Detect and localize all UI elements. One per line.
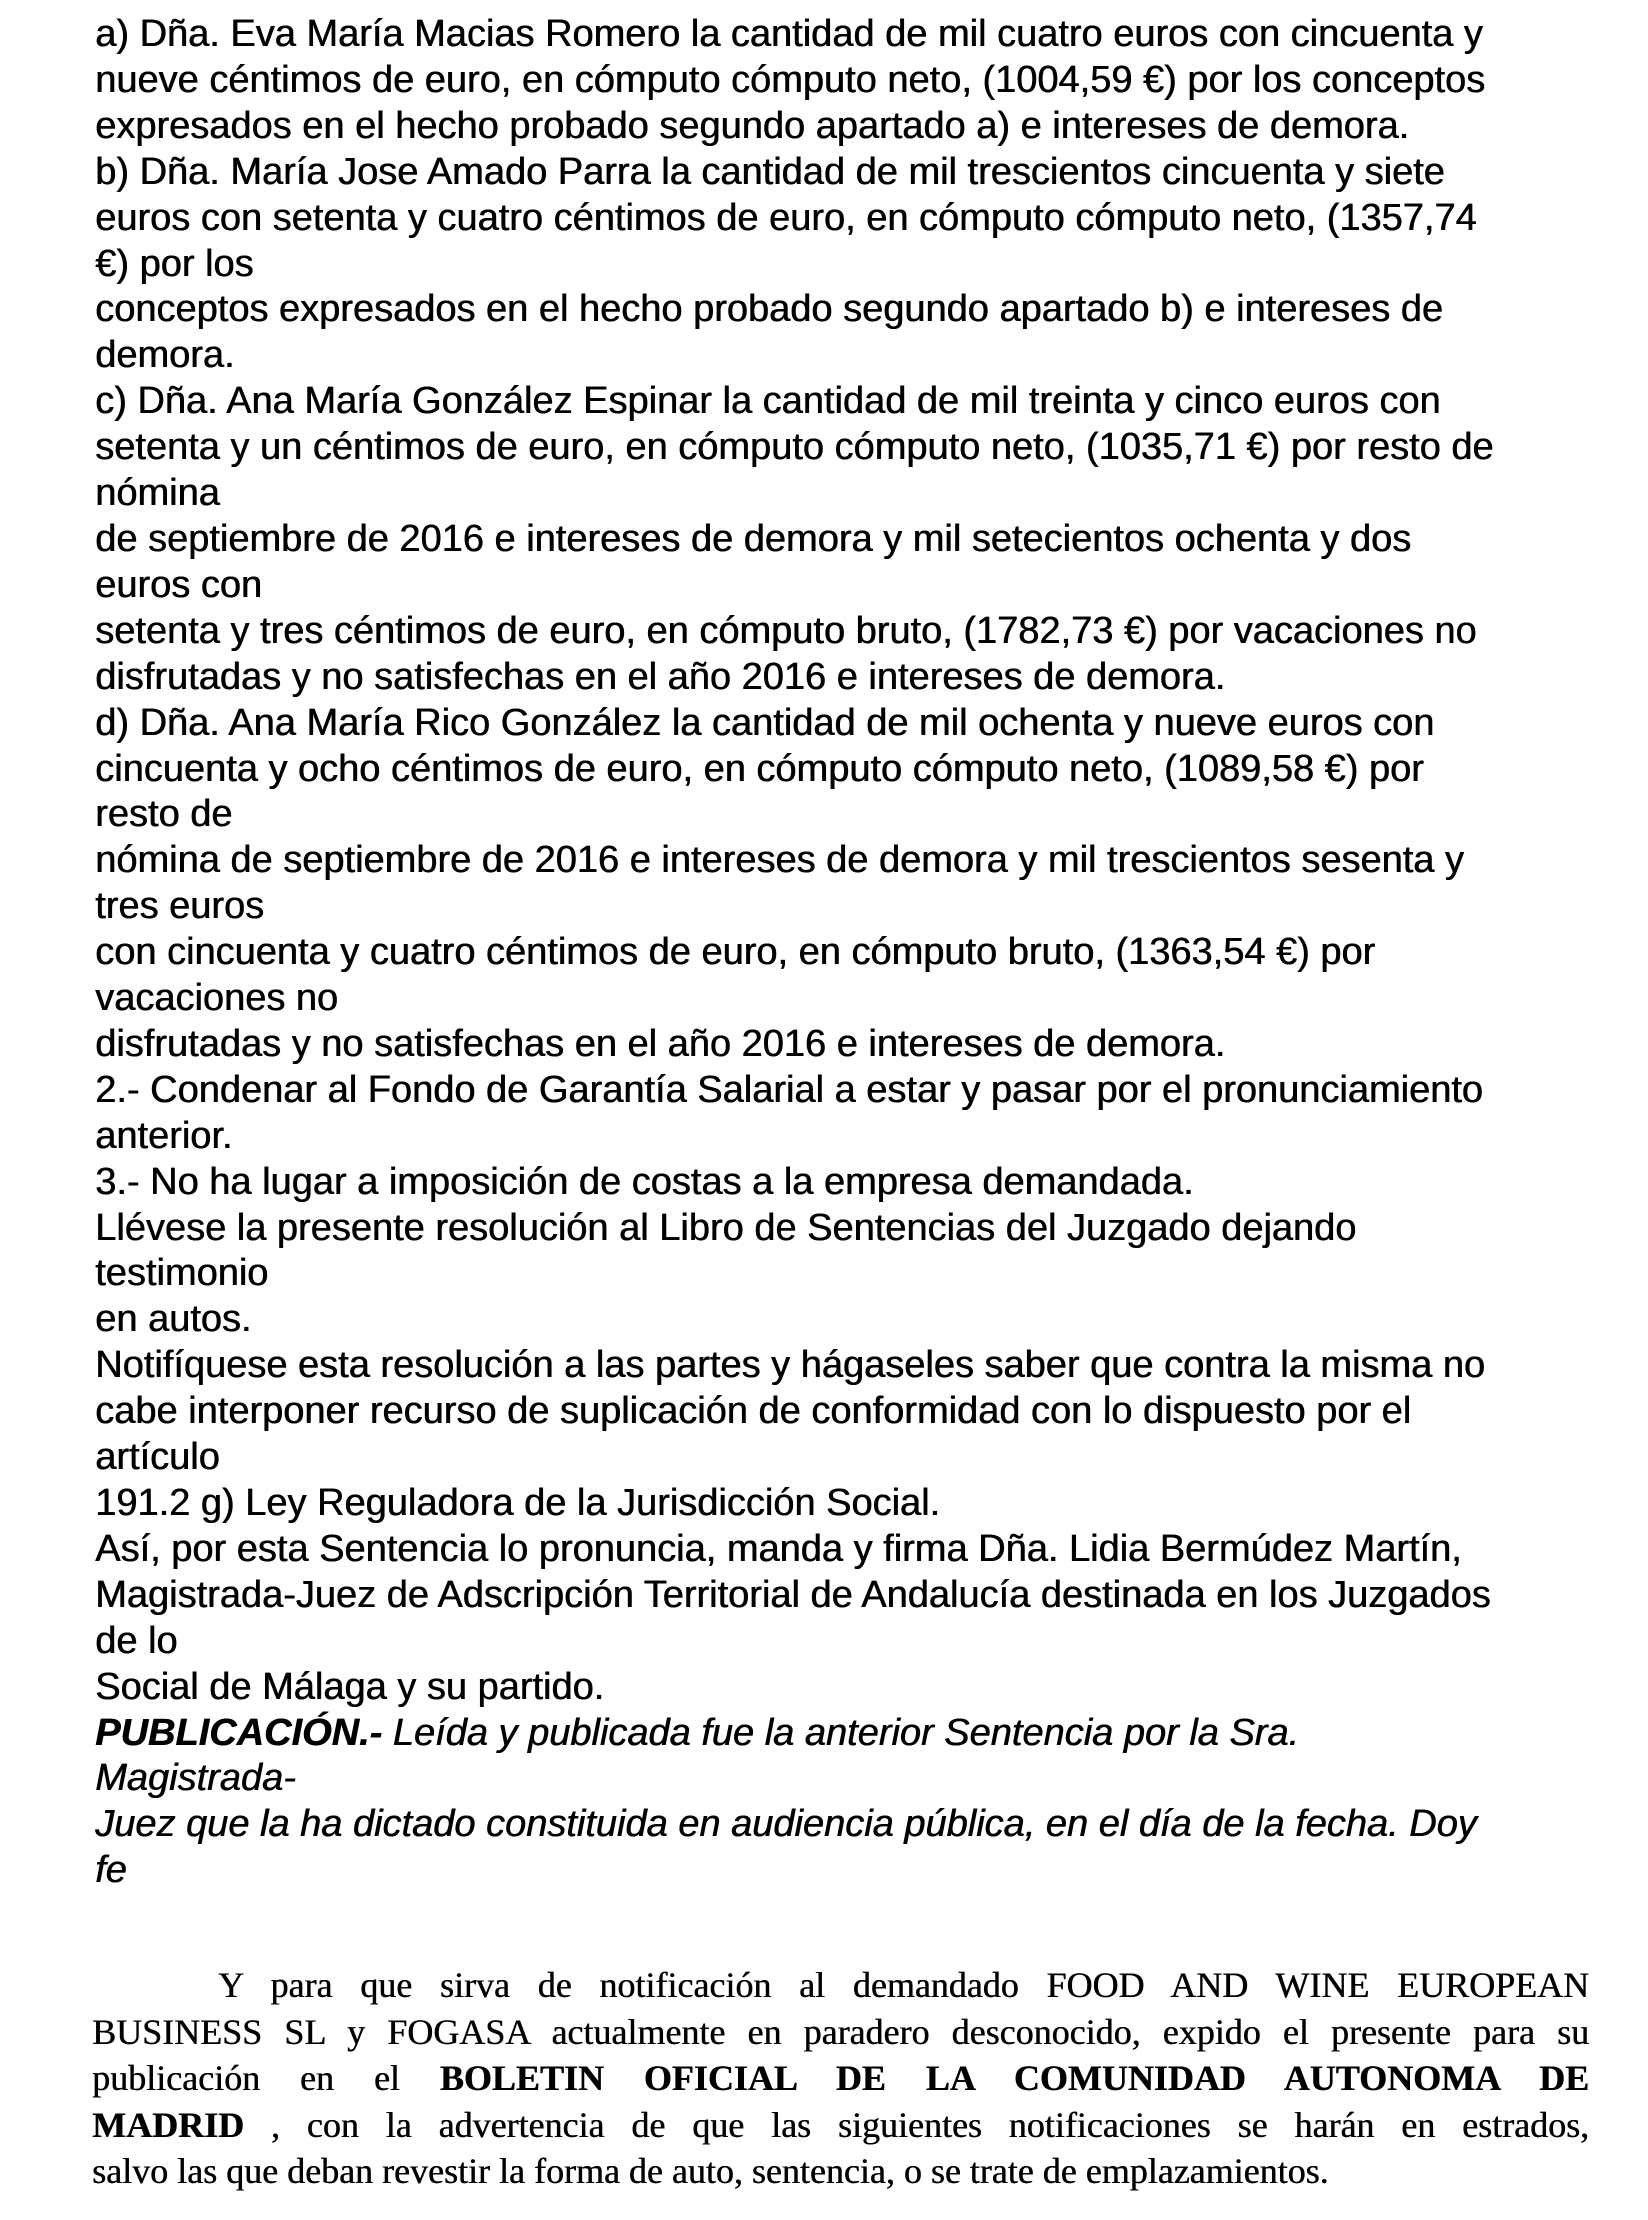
text-segment: Así, por esta Sentencia lo pronuncia, manda y firma Dña. Lidia Bermúdez Martín, — [95, 1527, 1462, 1570]
text-segment: 3.- No ha lugar a imposición de costas a la empresa demandada. — [95, 1160, 1194, 1203]
text-line — [95, 1711, 1595, 1757]
text-line — [95, 1251, 1595, 1297]
text-segment: de septiembre de 2016 e intereses de demora y mil setecientos ochenta y dos — [95, 517, 1411, 560]
text-line — [95, 12, 1595, 58]
text-segment: nueve céntimos de euro, en cómputo cómputo neto, (1004,59 €) por los conceptos — [95, 58, 1485, 101]
text-line — [95, 1206, 1595, 1252]
text-line — [92, 1962, 1589, 2009]
text-line — [95, 1573, 1595, 1619]
text-segment: setenta y un céntimos de euro, en cómputo cómputo neto, (1035,71 €) por resto de — [95, 426, 1494, 469]
text-line — [95, 517, 1595, 563]
text-line — [95, 1756, 1595, 1802]
text-line — [95, 1619, 1595, 1665]
text-segment: a) Dña. Eva María Macias Romero la cantidad de mil cuatro euros con cincuenta y — [95, 13, 1483, 55]
text-line — [95, 701, 1595, 747]
text-line — [92, 2055, 1589, 2102]
text-line — [95, 563, 1595, 609]
text-line — [95, 1802, 1595, 1848]
text-segment: 191.2 g) Ley Reguladora de la Jurisdicción Social. — [95, 1482, 940, 1524]
text-segment: cincuenta y ocho céntimos de euro, en cómputo cómputo neto, (1089,58 €) por — [95, 747, 1424, 790]
text-segment: nómina — [95, 472, 220, 515]
text-segment: disfrutadas y no satisfechas en el año 2016 e intereses de demora. — [95, 1022, 1226, 1065]
text-segment: artículo — [95, 1436, 220, 1479]
text-line — [95, 379, 1595, 425]
text-segment: BUSINESS SL y FOGASA actualmente en paradero desconocido, expido el presente para su — [92, 2011, 1589, 2052]
text-line — [95, 609, 1595, 655]
text-line — [95, 1022, 1595, 1068]
text-segment: €) por los — [95, 242, 254, 285]
text-line — [95, 1068, 1595, 1114]
text-segment: anterior. — [95, 1114, 233, 1157]
text-line — [95, 1665, 1595, 1711]
text-line — [95, 150, 1595, 196]
text-segment: c) Dña. Ana María González Espinar la cantidad de mil treinta y cinco euros con — [95, 380, 1441, 423]
text-segment: Juez que la ha dictado constituida en audiencia pública, en el día de la fecha. Doy — [95, 1803, 1477, 1846]
text-segment: demora. — [95, 334, 235, 377]
text-line — [95, 838, 1595, 884]
text-segment: fe — [95, 1849, 127, 1892]
text-segment: Magistrada- — [95, 1757, 296, 1800]
text-line — [95, 58, 1595, 104]
text-segment: PUBLICACIÓN.- — [95, 1711, 393, 1754]
text-line — [95, 1343, 1595, 1389]
text-segment: cabe interponer recurso de suplicación de conformidad con lo dispuesto por el — [95, 1390, 1412, 1433]
text-segment: MADRID — [92, 2104, 271, 2145]
notification-footer-paragraph — [92, 1962, 1589, 2195]
text-segment: salvo las que deban revestir la forma de auto, sentencia, o se trate de emplazamientos. — [92, 2151, 1329, 2191]
judgment-body-text — [95, 12, 1595, 1894]
text-segment: Social de Málaga y su partido. — [95, 1665, 605, 1708]
text-segment: nómina de septiembre de 2016 e intereses de demora y mil trescientos sesenta y — [95, 839, 1464, 882]
text-segment: disfrutadas y no satisfechas en el año 2016 e intereses de demora. — [95, 655, 1226, 698]
text-segment: Leída y publicada fue la anterior Sentencia por la Sra. — [392, 1711, 1299, 1754]
text-line — [95, 1297, 1595, 1343]
text-segment: BOLETIN OFICIAL DE LA COMUNIDAD AUTONOMA DE — [439, 2058, 1589, 2098]
text-line — [95, 747, 1595, 793]
text-segment: Magistrada-Juez de Adscripción Territorial de Andalucía destinada en los Juzgados — [95, 1573, 1491, 1616]
text-segment: Notifíquese esta resolución a las partes y hágaseles saber que contra la misma no — [95, 1344, 1485, 1387]
text-line — [95, 884, 1595, 930]
text-segment: Llévese la presente resolución al Libro de Sentencias del Juzgado dejando — [95, 1206, 1357, 1249]
text-line — [95, 471, 1595, 517]
text-segment: en autos. — [95, 1298, 252, 1341]
text-line — [95, 655, 1595, 701]
text-segment: testimonio — [95, 1252, 269, 1295]
text-line — [92, 2102, 1589, 2149]
text-line — [95, 1160, 1595, 1206]
text-segment: b) Dña. María Jose Amado Parra la cantidad de mil trescientos cincuenta y siete — [95, 150, 1445, 193]
text-line — [95, 287, 1595, 333]
text-line — [92, 2148, 1589, 2195]
text-segment: Y para que sirva de notificación al demandado FOOD AND WINE EUROPEAN — [218, 1965, 1589, 2005]
text-segment: 2.- Condenar al Fondo de Garantía Salarial a estar y pasar por el pronunciamiento — [95, 1068, 1483, 1111]
text-line — [95, 1435, 1595, 1481]
text-segment: vacaciones no — [95, 977, 338, 1020]
text-line — [95, 1114, 1595, 1160]
text-segment: con cincuenta y cuatro céntimos de euro, en cómputo bruto, (1363,54 €) por — [95, 931, 1376, 974]
text-line — [95, 792, 1595, 838]
text-line — [95, 1481, 1595, 1527]
text-line — [95, 242, 1595, 288]
text-line — [95, 104, 1595, 150]
text-segment: euros con — [95, 563, 262, 606]
text-segment: resto de — [95, 793, 233, 836]
text-line — [95, 425, 1595, 471]
text-line — [95, 930, 1595, 976]
text-line — [92, 2009, 1589, 2056]
text-line — [95, 976, 1595, 1022]
text-line — [95, 1848, 1595, 1894]
text-segment: tres euros — [95, 885, 264, 928]
text-line — [95, 1527, 1595, 1573]
text-segment: expresados en el hecho probado segundo apartado a) e intereses de demora. — [95, 104, 1410, 147]
text-line — [95, 196, 1595, 242]
text-segment: de lo — [95, 1619, 178, 1662]
text-segment: euros con setenta y cuatro céntimos de euro, en cómputo cómputo neto, (1357,74 — [95, 196, 1477, 239]
text-segment: setenta y tres céntimos de euro, en cómputo bruto, (1782,73 €) por vacaciones no — [95, 609, 1477, 652]
text-segment: d) Dña. Ana María Rico González la cantidad de mil ochenta y nueve euros con — [95, 701, 1435, 744]
text-line — [95, 333, 1595, 379]
text-segment: publicación en el — [92, 2058, 440, 2098]
text-segment: conceptos expresados en el hecho probado segundo apartado b) e intereses de — [95, 288, 1443, 331]
text-segment: , con la advertencia de que las siguientes notificaciones se harán en estrados, — [270, 2104, 1590, 2145]
text-line — [95, 1389, 1595, 1435]
